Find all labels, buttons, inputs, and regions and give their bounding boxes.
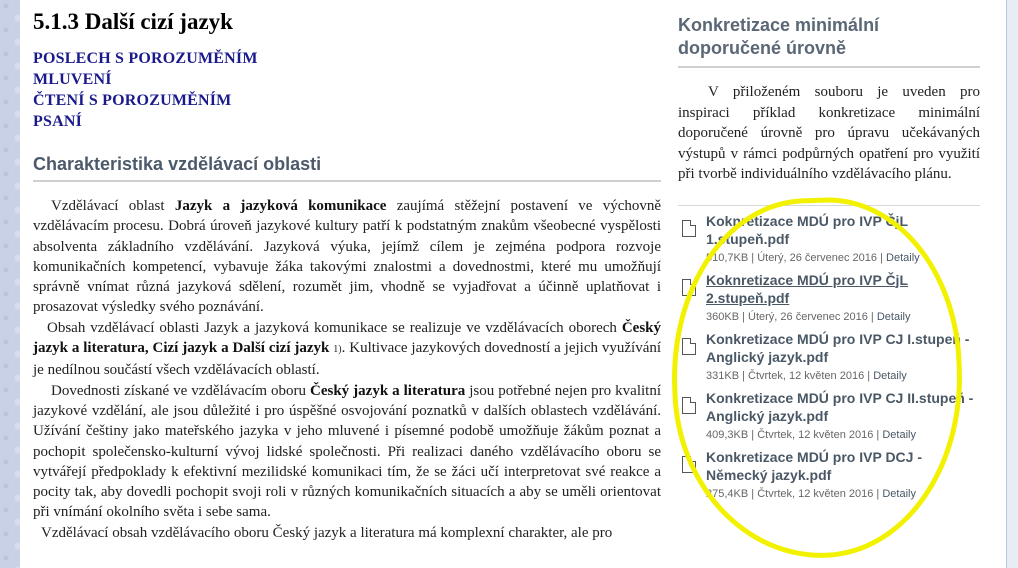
file-size: 331KB [706,369,740,382]
separator: | [877,251,887,264]
text-span: . Kultivace jazykových dovedností a jejich využívání je nedílnou součástí všech vzdělávacích oblastí. [33,340,662,379]
sidebar [678,14,980,507]
file-date: Úterý, 26 červenec 2016 [748,310,868,323]
text-span: Vzdělávací oblast [51,198,175,214]
detail-link[interactable]: Detaily [882,428,916,441]
separator: | [748,487,758,500]
separator: | [873,487,883,500]
document-icon [682,397,696,414]
file-date: Čtvrtek, 12 květen 2016 [757,487,874,500]
file-size: 510,7KB [706,251,749,264]
separator: | [867,310,877,323]
attachment-link[interactable]: Koknretizace MDÚ pro IVP ČjL 1.stupeň.pdf [706,212,908,247]
attachment-meta [706,309,980,325]
attachment-list [678,205,980,507]
page-content [20,0,1006,568]
sidebar-intro: V přiloženém souboru je uveden pro inspiraci příklad konkretizace minimální doporučené úrovně pro úpravu učekávaných výstupů v rámci podpůrných opatření pro využití při tvorbě individuálního vzdělávacího plánu. [678,84,980,182]
attachment-link[interactable]: Konkretizace MDÚ pro IVP CJ I.stupeň - Anglický jazyk.pdf [706,330,970,365]
attachment-meta [706,250,980,266]
separator: | [739,369,749,382]
paragraph-1 [33,196,661,318]
section-nav [33,48,663,132]
text-span: Dovednosti získané ve vzdělávacím oboru [51,382,311,399]
detail-link[interactable]: Detaily [886,251,920,264]
attachment-link[interactable]: Koknretizace MDÚ pro IVP ČjL 2.stupeň.pdf [706,271,909,306]
file-size: 275,4KB [706,487,749,500]
attachment-link[interactable]: Konkretizace MDÚ pro IVP DCJ - Německý jazyk.pdf [706,448,923,483]
file-date: Čtvrtek, 12 květen 2016 [757,428,874,441]
detail-link[interactable]: Detaily [882,487,916,500]
separator: | [739,310,749,323]
paragraph-3 [33,381,661,523]
file-date: Úterý, 26 červenec 2016 [757,251,878,264]
bold-term: Jazyk a jazyková komunikace [174,198,387,214]
document-icon [682,220,696,237]
text-span: zaujímá stěžejní postavení ve výchovně vzdělávacím procesu. Dobrá úroveň jazykové kultury patří k podstatným znakům všeobecné vyspělosti absolventa základního vzdělávání. Jazyková výuka, jejímž cílem je zejména podpora rozvoje komunikačních kompetencí, vybavuje žáka takovými znalostmi a dovednostmi, které mu umožňují správně vnímat různá jazyková sdělení, rozumět jim, vhodně se vyjadřovat a účinně uplatňovat i prosazovat výsledky svého poznávání. [33,198,662,316]
separator: | [864,369,874,382]
detail-link[interactable]: Detaily [873,369,907,382]
attachment-item [678,330,980,389]
separator: | [748,428,758,441]
page-title: 5.1.3 Další cizí jazyk [33,9,233,34]
page-scrollbar[interactable] [1006,0,1018,568]
text-span: jsou potřebné nejen pro kvalitní jazykové vzdělání, ale jsou důležité i pro úspěšné osvojování poznatků v dalších oblastech vzdělávání. Užívání češtiny jako mateřského jazyka v jeho mluvené i písemné podobě umožňuje žákům poznat a pochopit společensko-kulturní vývoj lidské společnosti. Při realizaci daného vzdělávacího oboru se vytvářejí předpoklady k efektivní mezilidské komunikaci tím, že se žáci učí interpretovat své reakce a pocity tak, aby dovedli pochopit svoji roli v různých komunikačních situacích a aby se uměli orientovat při vnímání okolního světa i sebe sama. [33,382,661,521]
section-heading: Charakteristika vzdělávací oblasti [33,154,661,182]
bold-term: Český jazyk a literatura, Cizí jazyk a Další cizí jazyk [33,319,661,357]
file-size: 360KB [706,310,740,323]
document-icon [682,456,696,473]
separator: | [873,428,883,441]
section-body [33,196,661,543]
nav-link-writing[interactable]: PSANÍ [33,113,83,130]
attachment-item [678,389,980,448]
main-column [33,8,663,543]
attachment-link[interactable]: Konkretizace MDÚ pro IVP CJ II.stupeň - Anglický jazyk.pdf [706,389,974,424]
attachment-meta [706,486,980,502]
paragraph-4: Vzdělávací obsah vzdělávacího oboru Český jazyk a literatura má komplexní charakter, ale pro [41,524,613,541]
attachment-item [678,212,980,271]
detail-link[interactable]: Detaily [876,310,911,323]
file-size: 409,3KB [706,428,749,441]
document-icon [682,338,696,355]
file-date: Čtvrtek, 12 květen 2016 [748,369,865,382]
paragraph-2 [33,318,661,381]
bold-term: Český jazyk a literatura [310,382,466,399]
nav-link-reading[interactable]: ČTENÍ S POROZUMĚNÍM [33,92,232,109]
sidebar-title: Konkretizace minimální doporučené úrovně [678,14,980,68]
text-span: Obsah vzdělávací oblasti Jazyk a jazyková komunikace se realizuje ve vzdělávacích oborech [47,319,622,336]
attachment-meta [706,368,980,384]
document-icon [682,279,696,296]
attachment-item [678,448,980,507]
nav-link-listening[interactable]: POSLECH S POROZUMĚNÍM [33,50,258,67]
attachment-item [678,271,980,330]
separator: | [748,251,758,264]
nav-link-speaking[interactable]: MLUVENÍ [33,71,112,88]
attachment-meta [706,427,980,443]
footnote-ref[interactable]: 1) [333,344,342,356]
